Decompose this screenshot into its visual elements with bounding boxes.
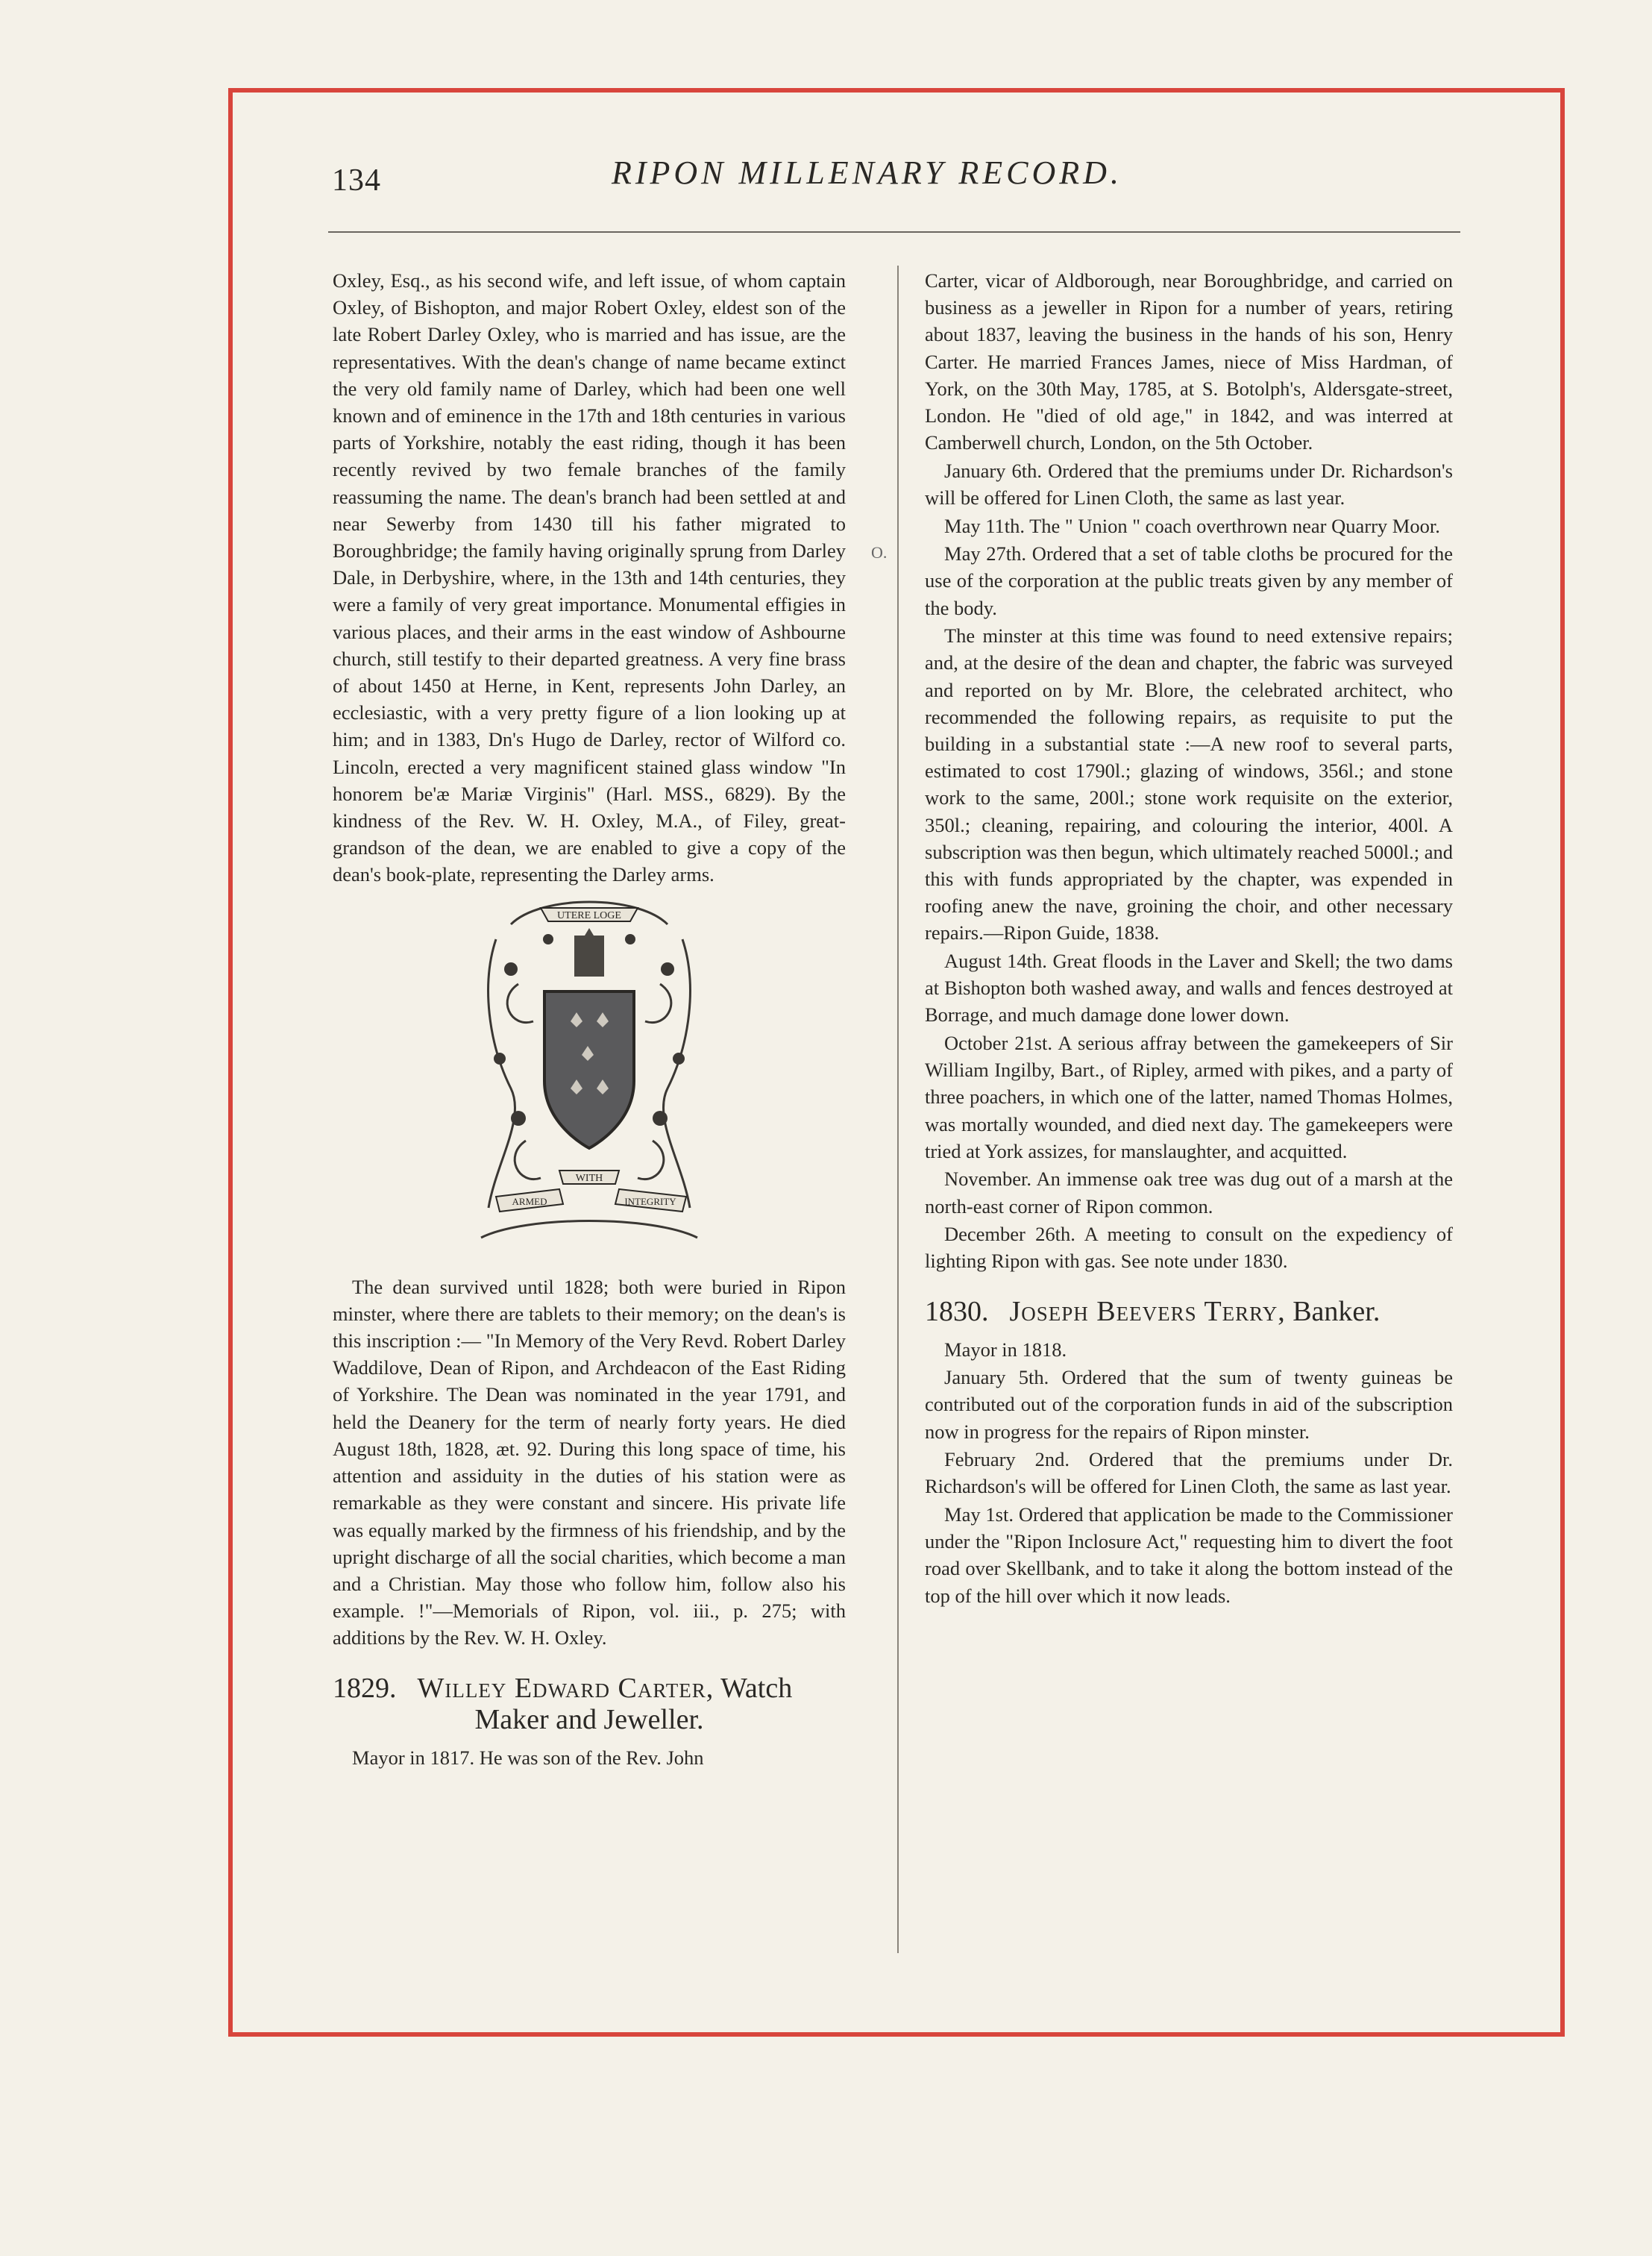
paragraph: Carter, vicar of Aldborough, near Boroughbridge, and carried on business as a jeweller in Ripon for a number of years, retiring about 1837, leaving the business in the hands of his son, Henry Carter. He married Frances James, niece of Miss Hardman, of York, on the 30th May, 1785, at S. Botolph's, Aldersgate-street, London. He "died of old age," in 1842, and was interred at Camberwell church, London, on the 5th October. bbox=[925, 269, 1453, 454]
bookplate-motto-right: INTEGRITY bbox=[624, 1195, 676, 1207]
left-column bbox=[333, 267, 846, 1772]
paragraph: January 6th. Ordered that the premiums under Dr. Richardson's will be offered for Linen Cloth, the same as last year. bbox=[925, 459, 1453, 510]
bookplate-motto-left: ARMED bbox=[512, 1195, 547, 1207]
paragraph: November. An immense oak tree was dug out of a marsh at the north-east corner of Ripon common. bbox=[925, 1168, 1453, 1218]
entry-mayor-line: Mayor in 1818. bbox=[944, 1338, 1067, 1361]
paragraph: May 11th. The " Union " coach overthrown near Quarry Moor. bbox=[944, 514, 1440, 537]
right-column bbox=[925, 267, 1453, 1610]
paragraph: May 1st. Ordered that application be made to the Commissioner under the "Ripon Inclosure Act," requesting him to divert the foot road over Skellbank, and to take it along the bottom instead of the top of the hill over which it now leads. bbox=[925, 1503, 1453, 1607]
column-divider bbox=[897, 266, 899, 1953]
paragraph: December 26th. A meeting to consult on the expediency of lighting Ripon with gas. See note under 1830. bbox=[925, 1223, 1453, 1273]
entry-mayor-line: Mayor in 1817. He was son of the Rev. John bbox=[352, 1746, 704, 1769]
header-rule bbox=[328, 231, 1460, 233]
paragraph: February 2nd. Ordered that the premiums under Dr. Richardson's will be offered for Linen Cloth, the same as last year. bbox=[925, 1448, 1453, 1498]
paragraph: The minster at this time was found to need extensive repairs; and, at the desire of the dean and chapter, the fabric was surveyed and reported on by Mr. Blore, the celebrated architect, who recommended the following repairs, as requisite to put the building in a substantial state :—A new roof to several parts, estimated to cost 1790l.; glazing of windows, 356l.; and stone work to the same, 200l.; stone work requisite on the exterior, 350l.; cleaning, repairing, and colouring the interior, 400l. A subscription was then begun, which ultimately reached 5000l.; and this with funds appropriated by the chapter, was expended in roofing anew the nave, groining the choir, and other necessary repairs.—Ripon Guide, 1838. bbox=[925, 624, 1453, 944]
entry-name: Joseph Beevers Terry, bbox=[1009, 1295, 1286, 1327]
entry-heading-1829 bbox=[333, 1673, 846, 1735]
entry-occupation: Watch bbox=[720, 1672, 793, 1704]
paragraph: May 27th. Ordered that a set of table cloths be procured for the use of the corporation at the public treats given by any member of the body. bbox=[925, 542, 1453, 619]
darley-bookplate-illustration bbox=[466, 894, 712, 1260]
entry-occupation-line2: Maker and Jeweller. bbox=[474, 1703, 704, 1735]
bookplate-motto-top: UTERE LOGE bbox=[557, 909, 621, 921]
entry-occupation: Banker. bbox=[1293, 1295, 1381, 1327]
entry-year: 1829. bbox=[333, 1672, 397, 1704]
entry-year: 1830. bbox=[925, 1295, 989, 1327]
bookplate-motto-center: WITH bbox=[575, 1172, 603, 1184]
entry-name: Willey Edward Carter, bbox=[417, 1672, 714, 1704]
paragraph: October 21st. A serious affray between the gamekeepers of Sir William Ingilby, Bart., of Ripley, armed with pikes, and a party of three poachers, in which one of the latter, named Thomas Holmes, was mortally wounded, and died next day. The gamekeepers were tried at York assizes, for manslaughter, and acquitted. bbox=[925, 1032, 1453, 1162]
paragraph: The dean survived until 1828; both were buried in Ripon minster, where there are tablets to their memory; on the dean's is this inscription :— "In Memory of the Very Revd. Robert Darley Waddilove, Dean of Ripon, and Archdeacon of the East Riding of Yorkshire. The Dean was nominated in the year 1791, and held the Deanery for the term of nearly forty years. He died August 18th, 1828, æt. 92. During this long space of time, his attention and assiduity in the duties of his station were as remarkable as they were constant and sincere. His private life was equally marked by the firmness of his friendship, and by the upright discharge of all the social charities, which become a man and a Christian. May those who follow him, follow also his example. !"—Memorials of Ripon, vol. iii., p. 275; with additions by the Rev. W. H. Oxley. bbox=[333, 1275, 846, 1649]
paragraph: Oxley, Esq., as his second wife, and left issue, of whom captain Oxley, of Bishopton, and major Robert Oxley, eldest son of the late Robert Darley Oxley, who is married and has issue, are the representatives. With the dean's change of name became extinct the very old family name of Darley, which had been one well known and of eminence in the 17th and 18th centuries in various parts of Yorkshire, notably the east riding, though it has been recently revived by two female branches of the family reassuming the name. The dean's branch had been settled at and near Sewerby from 1430 till his father migrated to Boroughbridge; the family having originally sprung from Darley Dale, in Derbyshire, where, in the 13th and 14th centuries, they were a family of very great importance. Monumental effigies in various places, and their arms in the east window of Ashbourne church, still testify to their departed greatness. A very fine brass of about 1450 at Herne, in Kent, represents John Darley, an ecclesiastic, with a very pretty figure of a lion looking up at him; and in 1383, Dn's Hugo de Darley, rector of Wilford co. Lincoln, erected a very magnificent stained glass window "In honorem be'æ Mariæ Virginis" (Harl. MSS., 6829). By the kindness of the Rev. W. H. Oxley, M.A., of Filey, great-grandson of the dean, we are enabled to give a copy of the dean's book-plate, representing the Darley arms. bbox=[333, 269, 846, 886]
page-number: 134 bbox=[332, 163, 381, 198]
paragraph: August 14th. Great floods in the Laver and Skell; the two dams at Bishopton both washed away, and walls and fences destroyed at Borrage, and much damage done lower down. bbox=[925, 950, 1453, 1027]
paragraph: January 5th. Ordered that the sum of twenty guineas be contributed out of the corporation funds in aid of the subscription now in progress for the repairs of Ripon minster. bbox=[925, 1366, 1453, 1443]
running-title: RIPON MILLENARY RECORD. bbox=[612, 154, 1122, 191]
entry-heading-1830 bbox=[925, 1296, 1453, 1327]
margin-mark: O. bbox=[871, 543, 888, 562]
